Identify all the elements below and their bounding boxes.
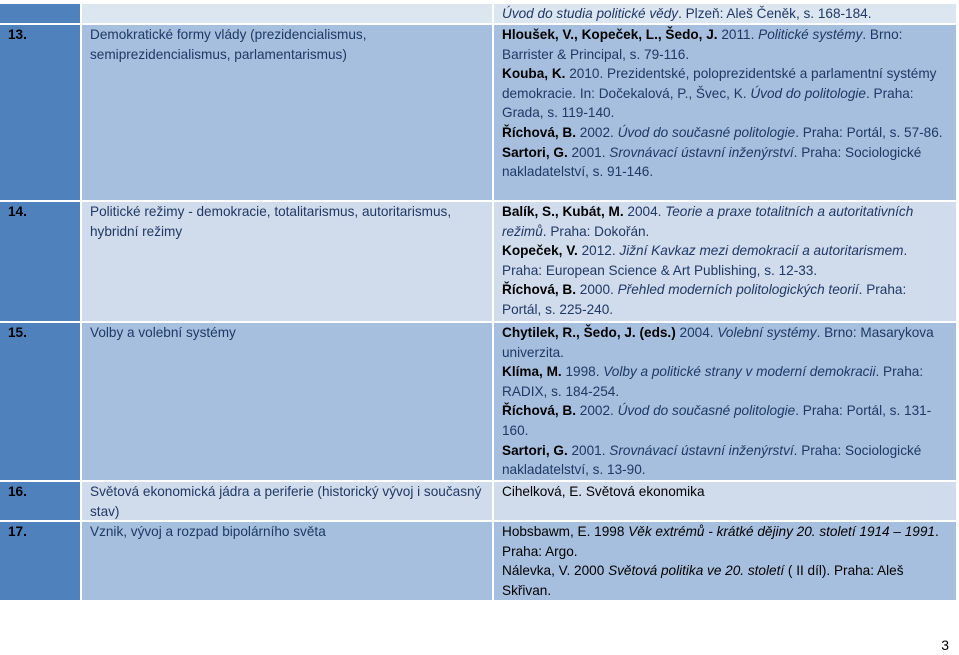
- reference-entry: Chytilek, R., Šedo, J. (eds.) 2004. Volební systémy. Brno: Masarykova univerzita.: [502, 325, 934, 360]
- topic-title: Vznik, vývoj a rozpad bipolárního světa: [90, 524, 326, 539]
- row-number: 17.: [8, 524, 27, 539]
- page-number: 3: [941, 637, 949, 653]
- table-row-topic-cell: [82, 323, 492, 480]
- table-row-refs-cell: [494, 323, 956, 480]
- table-row-topic-cell: [82, 4, 492, 23]
- reference-entry: Říchová, B. 2002. Úvod do současné politologie. Praha: Portál, s. 57-86.: [502, 124, 943, 140]
- row-number: 14.: [8, 204, 27, 219]
- table-row-topic-cell: [82, 202, 492, 321]
- reference-entry: Sartori, G. 2001. Srovnávací ústavní inženýrství. Praha: Sociologické nakladatelství, s. 13-90.: [502, 442, 922, 478]
- reference-entry: Hobsbawm, E. 1998 Věk extrémů - krátké dějiny 20. století 1914 – 1991. Praha: Argo.: [502, 524, 939, 559]
- topic-title: Politické režimy - demokracie, totalitarismus, autoritarismus, hybridní režimy: [90, 204, 452, 239]
- table-row-topic-cell: [82, 25, 492, 200]
- reference-entry: Úvod do studia politické vědy. Plzeň: Aleš Čeněk, s. 168-184.: [502, 6, 872, 21]
- table-row-refs-cell: [494, 482, 956, 520]
- table-row-topic-cell: [82, 482, 492, 520]
- reference-entry: Hloušek, V., Kopeček, L., Šedo, J. 2011. Politické systémy. Brno: Barrister & Principal, s. 79-116.: [502, 27, 903, 62]
- table-row-refs-cell: [494, 522, 956, 600]
- table-row-number-cell: [0, 482, 80, 520]
- table-row-refs-cell: [494, 25, 956, 200]
- table-row-number-cell: [0, 4, 80, 23]
- reference-entry: Říchová, B. 2002. Úvod do současné politologie. Praha: Portál, s. 131-160.: [502, 403, 932, 438]
- reference-entry: Sartori, G. 2001. Srovnávací ústavní inženýrství. Praha: Sociologické nakladatelství, s. 91-146.: [502, 144, 922, 180]
- topic-title: Světová ekonomická jádra a periferie (historický vývoj i současný stav): [90, 484, 482, 519]
- reference-entry: Cihelková, E. Světová ekonomika: [502, 484, 705, 499]
- topic-title: Demokratické formy vlády (prezidencialismus, semiprezidencialismus, parlamentarismus): [90, 27, 367, 62]
- table-row-topic-cell: [82, 522, 492, 600]
- reference-entry: Říchová, B. 2000. Přehled moderních politologických teorií. Praha: Portál, s. 225-240.: [502, 282, 907, 317]
- topic-title: Volby a volební systémy: [90, 325, 236, 340]
- table-row-number-cell: [0, 323, 80, 480]
- row-number: 16.: [8, 484, 27, 499]
- reference-entry: Klíma, M. 1998. Volby a politické strany v moderní demokracii. Praha: RADIX, s. 184-254.: [502, 364, 924, 399]
- table-row-number-cell: [0, 202, 80, 321]
- reference-entry: Kopeček, V. 2012. Jižní Kavkaz mezi demokracií a autoritarismem. Praha: European Science & Art Publishing, s. 12-33.: [502, 243, 908, 278]
- table-row-number-cell: [0, 522, 80, 600]
- reference-entry: Kouba, K. 2010. Prezidentské, poloprezidentské a parlamentní systémy demokracie. In: Dočekalová, P., Švec, K. Úvod do politologie. Praha: Grada, s. 119-140.: [502, 66, 937, 121]
- reference-entry: Nálevka, V. 2000 Světová politika ve 20. století ( II díl). Praha: Aleš Skřivan.: [502, 563, 904, 598]
- table-row-number-cell: [0, 25, 80, 200]
- table-row-refs-cell: [494, 202, 956, 321]
- reference-entry: Balík, S., Kubát, M. 2004. Teorie a praxe totalitních a autoritativních režimů. Praha: Dokořán.: [502, 204, 914, 239]
- row-number: 15.: [8, 325, 27, 340]
- table-row-refs-cell: [494, 4, 956, 23]
- row-number: 13.: [8, 27, 27, 42]
